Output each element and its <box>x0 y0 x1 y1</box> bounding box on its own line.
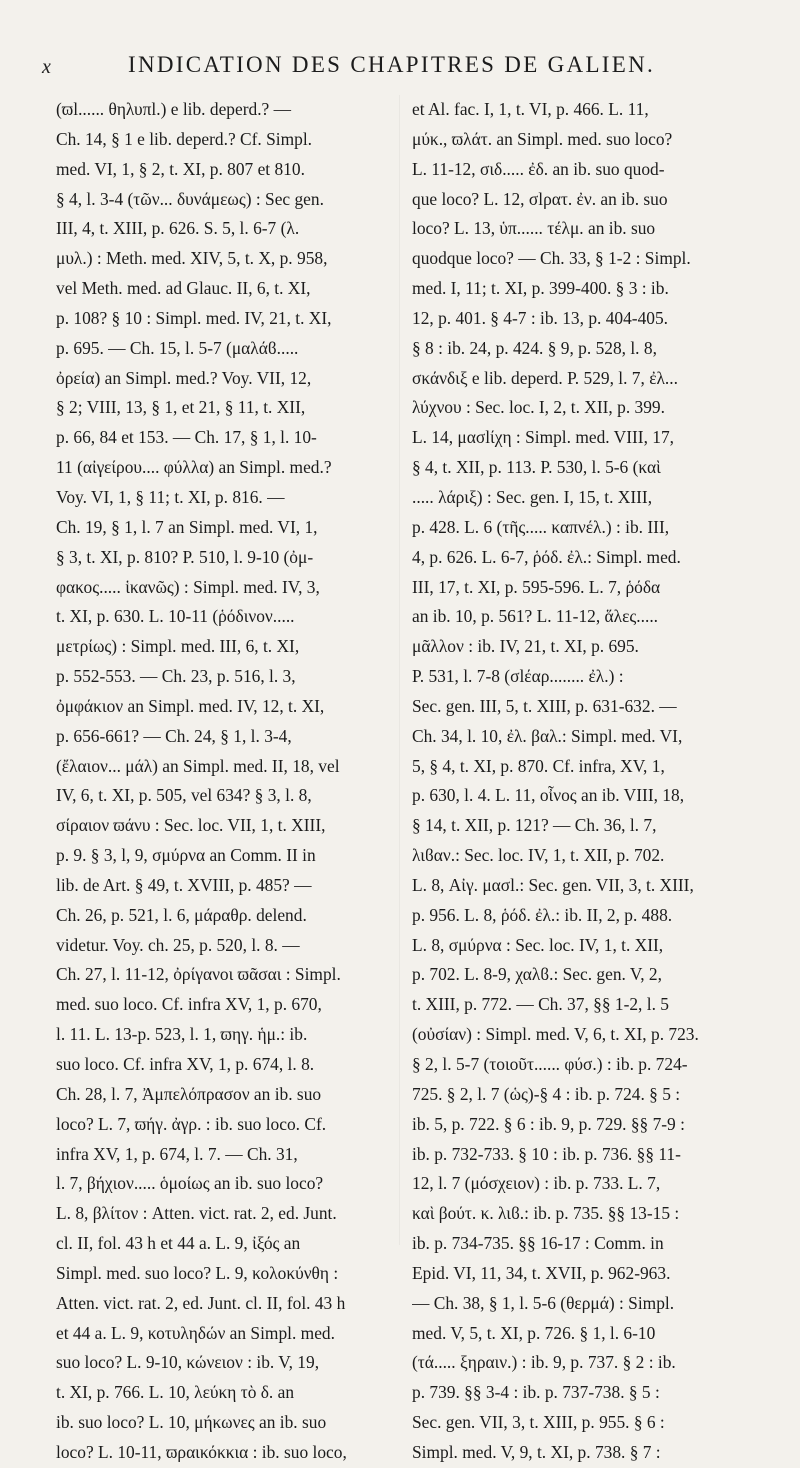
left-column-line: p. 552-553. — Ch. 23, p. 516, l. 3, <box>56 666 296 687</box>
page-number: x <box>42 56 51 78</box>
left-column-line: suo loco. Cf. infra XV, 1, p. 674, l. 8. <box>56 1054 315 1074</box>
left-column-line: loco? L. 7, ϖήγ. ἀγρ. : ib. suo loco. Cf. <box>56 1113 327 1134</box>
left-column-line: l. 11. L. 13-p. 523, l. 1, ϖηγ. ἡμ.: ib. <box>56 1024 308 1045</box>
left-column-line: ib. suo loco? L. 10, μήκωνες an ib. suo <box>56 1412 327 1433</box>
right-column-line: L. 11-12, σιδ..... ἐδ. an ib. suo quod- <box>412 158 665 179</box>
right-column-line: λιϐαν.: Sec. loc. IV, 1, t. XII, p. 702. <box>412 845 665 866</box>
right-column-line: p. 739. §§ 3-4 : ib. p. 737-738. § 5 : <box>412 1382 660 1403</box>
left-column-line: Atten. vict. rat. 2, ed. Junt. cl. II, fol. 43 h <box>56 1292 346 1313</box>
running-header <box>42 52 740 82</box>
left-column-line: p. 66, 84 et 153. — Ch. 17, § 1, l. 10- <box>56 427 317 448</box>
right-column-line: ib. 5, p. 722. § 6 : ib. 9, p. 729. §§ 7-9 : <box>412 1113 685 1134</box>
right-column-line: med. V, 5, t. XI, p. 726. § 1, l. 6-10 <box>412 1322 656 1343</box>
right-column-line: Sec. gen. VII, 3, t. XIII, p. 955. § 6 : <box>412 1412 665 1433</box>
right-column-line: que loco? L. 12, σlρατ. ἐν. an ib. suo <box>412 188 668 209</box>
left-column-line: μυλ.) : Meth. med. XIV, 5, t. X, p. 958, <box>56 248 328 269</box>
left-column-line: infra XV, 1, p. 674, l. 7. — Ch. 31, <box>56 1143 298 1164</box>
left-column-line: μετρίως) : Simpl. med. III, 6, t. XI, <box>56 636 300 657</box>
right-column-line: (τά..... ξηραιν.) : ib. 9, p. 737. § 2 : ib. <box>412 1352 676 1373</box>
right-column-line: 5, § 4, t. XI, p. 870. Cf. infra, XV, 1, <box>412 755 665 776</box>
right-column-line: μᾶλλον : ib. IV, 21, t. XI, p. 695. <box>412 636 639 657</box>
right-column-line: et Al. fac. I, 1, t. VI, p. 466. L. 11, <box>412 99 649 119</box>
left-column-line: et 44 a. L. 9, κοτυληδών an Simpl. med. <box>56 1322 335 1343</box>
left-column-line: med. VI, 1, § 2, t. XI, p. 807 et 810. <box>56 158 305 179</box>
left-column-line: Voy. VI, 1, § 11; t. XI, p. 816. — <box>56 486 285 507</box>
left-column <box>56 95 388 1468</box>
left-column-line: Ch. 26, p. 521, l. 6, μάραθρ. delend. <box>56 904 307 925</box>
right-column-line: Simpl. med. V, 9, t. XI, p. 738. § 7 : <box>412 1441 661 1462</box>
right-column-line: 4, p. 626. L. 6-7, ῥόδ. ἐλ.: Simpl. med. <box>412 546 681 567</box>
right-column-line: Sec. gen. III, 5, t. XIII, p. 631-632. — <box>412 695 677 716</box>
left-column-line: 11 (αἰγείρου.... φύλλα) an Simpl. med.? <box>56 457 332 478</box>
left-column-line: cl. II, fol. 43 h et 44 a. L. 9, ἰξός an <box>56 1233 301 1254</box>
right-column-line: καὶ βούτ. κ. λιϐ.: ib. p. 735. §§ 13-15 : <box>412 1203 680 1224</box>
left-column-line: ὀμφάκιον an Simpl. med. IV, 12, t. XI, <box>56 695 325 716</box>
left-column-line: L. 8, βλίτον : Atten. vict. rat. 2, ed. Junt. <box>56 1203 337 1224</box>
left-column-line: med. suo loco. Cf. infra XV, 1, p. 670, <box>56 994 322 1015</box>
left-column-line: III, 4, t. XIII, p. 626. S. 5, l. 6-7 (λ. <box>56 218 300 239</box>
running-title: INDICATION DES CHAPITRES DE GALIEN. <box>128 52 656 77</box>
left-column-line: p. 656-661? — Ch. 24, § 1, l. 3-4, <box>56 725 292 746</box>
right-column-line: loco? L. 13, ὑπ...... τέλμ. an ib. suo <box>412 218 656 239</box>
left-column-line: p. 695. — Ch. 15, l. 5-7 (μαλάϐ..... <box>56 337 299 358</box>
left-column-line: Ch. 27, l. 11-12, ὀρίγανοι ϖᾶσαι : Simpl. <box>56 964 341 985</box>
right-column <box>412 95 744 1468</box>
right-column-line: μύκ., ϖλάτ. an Simpl. med. suo loco? <box>412 128 673 149</box>
left-column-line: p. 108? § 10 : Simpl. med. IV, 21, t. XI, <box>56 307 332 328</box>
left-column-line: Simpl. med. suo loco? L. 9, κολοκύνθη : <box>56 1262 339 1283</box>
right-column-line: 12, l. 7 (μόσχειον) : ib. p. 733. L. 7, <box>412 1173 661 1194</box>
left-column-line: suo loco? L. 9-10, κώνειον : ib. V, 19, <box>56 1352 320 1373</box>
left-column-line: (ϖl...... θηλυπl.) e lib. deperd.? — <box>56 99 291 119</box>
right-column-line: 725. § 2, l. 7 (ὡς)-§ 4 : ib. p. 724. § 5 : <box>412 1083 681 1104</box>
right-column-line: § 4, t. XII, p. 113. P. 530, l. 5-6 (καὶ <box>412 457 661 478</box>
right-column-line: P. 531, l. 7-8 (σlέαρ........ ἐλ.) : <box>412 666 624 687</box>
left-column-line: loco? L. 10-11, ϖραικόκκια : ib. suo loco, <box>56 1441 347 1462</box>
right-column-line: p. 956. L. 8, ῥόδ. ἐλ.: ib. II, 2, p. 488. <box>412 904 673 925</box>
column-gutter <box>399 95 400 1245</box>
right-column-line: 12, p. 401. § 4-7 : ib. 13, p. 404-405. <box>412 307 669 328</box>
left-column-line: vel Meth. med. ad Glauc. II, 6, t. XI, <box>56 278 311 299</box>
left-column-line: t. XI, p. 630. L. 10-11 (ῥόδινον..... <box>56 606 295 627</box>
right-column-line: med. I, 11; t. XI, p. 399-400. § 3 : ib. <box>412 278 669 299</box>
left-column-line: ὀρεία) an Simpl. med.? Voy. VII, 12, <box>56 367 312 388</box>
right-column-line: § 2, l. 5-7 (τοιοῦτ...... φύσ.) : ib. p. 724- <box>412 1054 688 1074</box>
right-column-line: ..... λάριξ) : Sec. gen. I, 15, t. XIII, <box>412 486 653 507</box>
right-column-line: § 8 : ib. 24, p. 424. § 9, p. 528, l. 8, <box>412 337 657 358</box>
right-column-line: L. 8, Αἰγ. μασl.: Sec. gen. VII, 3, t. XIII, <box>412 874 694 895</box>
left-column-line: l. 7, βήχιον..... ὁμοίως an ib. suo loco? <box>56 1173 324 1194</box>
left-column-line: p. 9. § 3, l, 9, σμύρνα an Comm. II in <box>56 845 316 866</box>
right-column-line: (οὐσίαν) : Simpl. med. V, 6, t. XI, p. 723. <box>412 1024 699 1045</box>
right-column-line: p. 428. L. 6 (τῆς..... καπνέλ.) : ib. III, <box>412 516 670 537</box>
left-column-line: φακος..... ἱκανῶς) : Simpl. med. IV, 3, <box>56 576 320 597</box>
left-column-line: videtur. Voy. ch. 25, p. 520, l. 8. — <box>56 934 300 955</box>
right-column-line: λύχνου : Sec. loc. I, 2, t. XII, p. 399. <box>412 397 665 418</box>
left-column-line: § 4, l. 3-4 (τῶν... δυνάμεως) : Sec gen. <box>56 188 324 209</box>
left-column-line: Ch. 14, § 1 e lib. deperd.? Cf. Simpl. <box>56 128 313 149</box>
left-column-line: § 2; VIII, 13, § 1, et 21, § 11, t. XII, <box>56 397 306 418</box>
left-column-line: IV, 6, t. XI, p. 505, vel 634? § 3, l. 8, <box>56 785 312 806</box>
right-column-line: — Ch. 38, § 1, l. 5-6 (θερμά) : Simpl. <box>412 1292 675 1313</box>
left-column-line: lib. de Art. § 49, t. XVIII, p. 485? — <box>56 874 312 895</box>
left-column-line: (ἔλαιον... μάλ) an Simpl. med. II, 18, vel <box>56 755 340 776</box>
left-column-line: Ch. 28, l. 7, Ἀμπελόπρασον an ib. suo <box>56 1083 322 1104</box>
right-column-line: an ib. 10, p. 561? L. 11-12, ἅλες..... <box>412 606 659 627</box>
right-column-line: ib. p. 734-735. §§ 16-17 : Comm. in <box>412 1233 664 1254</box>
right-column-line: p. 630, l. 4. L. 11, οἶνος an ib. VIII, 18, <box>412 785 685 806</box>
right-column-line: III, 17, t. XI, p. 595-596. L. 7, ῥόδα <box>412 576 661 597</box>
right-column-line: § 14, t. XII, p. 121? — Ch. 36, l. 7, <box>412 815 657 836</box>
left-column-line: Ch. 19, § 1, l. 7 an Simpl. med. VI, 1, <box>56 516 318 537</box>
right-column-line: L. 14, μασlίχη : Simpl. med. VIII, 17, <box>412 427 675 448</box>
right-column-line: L. 8, σμύρνα : Sec. loc. IV, 1, t. XII, <box>412 934 664 955</box>
right-column-line: quodque loco? — Ch. 33, § 1-2 : Simpl. <box>412 248 691 269</box>
left-column-line: σίραιον ϖάνυ : Sec. loc. VII, 1, t. XIII, <box>56 815 326 836</box>
right-column-line: p. 702. L. 8-9, χαλϐ.: Sec. gen. V, 2, <box>412 964 662 985</box>
right-column-line: Ch. 34, l. 10, ἐλ. βαλ.: Simpl. med. VI, <box>412 725 683 746</box>
left-column-line: t. XI, p. 766. L. 10, λεύκη τὸ δ. an <box>56 1382 295 1403</box>
right-column-line: Epid. VI, 11, 34, t. XVII, p. 962-963. <box>412 1262 671 1283</box>
left-column-line: § 3, t. XI, p. 810? P. 510, l. 9-10 (ὀμ- <box>56 546 314 567</box>
right-column-line: t. XIII, p. 772. — Ch. 37, §§ 1-2, l. 5 <box>412 994 669 1015</box>
right-column-line: σκάνδιξ e lib. deperd. P. 529, l. 7, ἐλ... <box>412 367 678 388</box>
right-column-line: ib. p. 732-733. § 10 : ib. p. 736. §§ 11- <box>412 1143 681 1164</box>
